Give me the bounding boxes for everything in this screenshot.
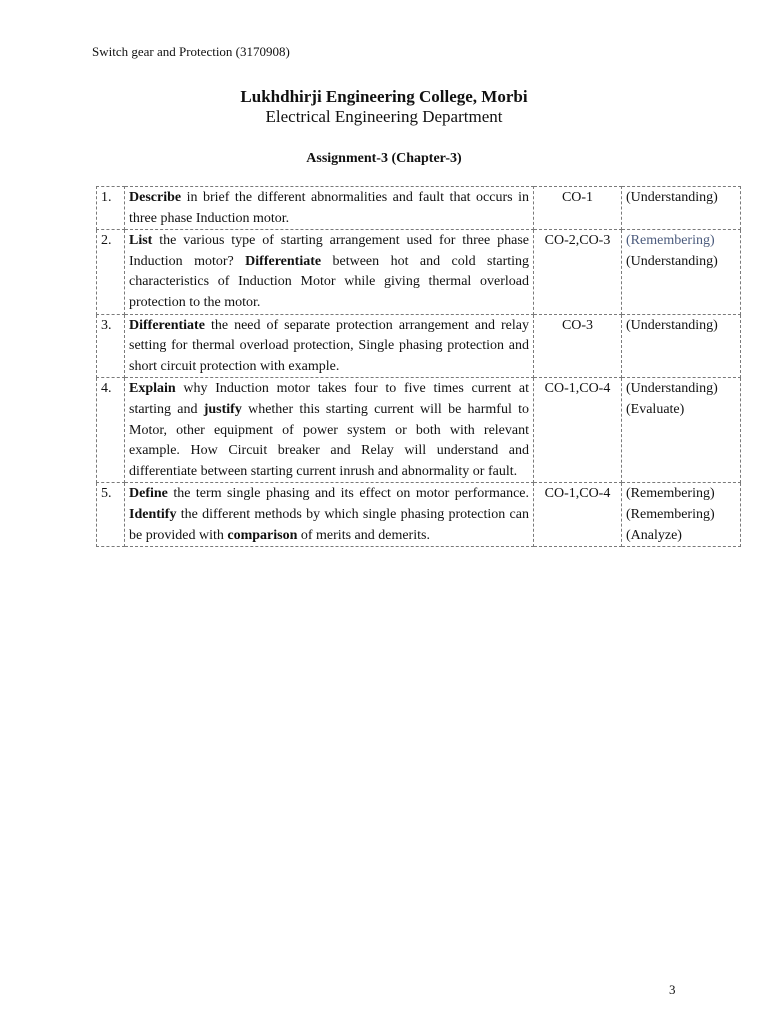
question-text [125, 378, 534, 483]
question-text [125, 314, 534, 378]
question-text-part: between hot and cold starting characteristics of Induction Motor while giving thermal overload protection to the motor. [129, 253, 530, 310]
question-number: 3. [97, 314, 125, 378]
question-text-part: whether this starting current will be harmful to Motor, other equipment of power system or both with relevant example. How Circuit breaker and Relay will understand and differentiate between starting current inrush and abnormality or fault. [129, 401, 529, 479]
bloom-level: (Analyze) [626, 527, 682, 543]
bloom-level: (Understanding) [626, 381, 718, 397]
bloom-level: (Remembering) [626, 486, 715, 502]
course-outcome: CO-1,CO-4 [534, 378, 622, 483]
course-outcome: CO-1,CO-4 [534, 483, 622, 547]
bloom-levels [622, 230, 741, 314]
question-text-part: the term single phasing and its effect on motor performance. [167, 486, 529, 502]
bloom-level: (Remembering) [626, 506, 715, 522]
question-row [97, 230, 741, 314]
question-keyword: Define [129, 486, 168, 502]
question-text-part: in brief the different abnormalities and fault that occurs in three phase Induction motor. [129, 190, 529, 226]
bloom-level: (Understanding) [626, 317, 718, 333]
bloom-levels [622, 483, 741, 547]
question-row [97, 187, 741, 230]
question-text-part: why Induction motor takes four to five times current at starting and [129, 381, 529, 417]
question-keyword: comparison [227, 527, 298, 543]
college-name: Lukhdhirji Engineering College, Morbi [240, 87, 528, 106]
question-keyword: List [129, 233, 153, 249]
question-keyword: Differentiate [245, 253, 322, 269]
question-keyword: Describe [129, 190, 182, 205]
questions-table [96, 186, 741, 547]
page-number: 3 [669, 982, 676, 997]
bloom-levels [622, 187, 741, 230]
bloom-level: (Evaluate) [626, 401, 685, 417]
question-text [125, 187, 534, 230]
course-outcome: CO-3 [534, 314, 622, 378]
question-keyword: Differentiate [129, 317, 205, 333]
bloom-level: (Understanding) [626, 190, 718, 205]
question-number: 5. [97, 483, 125, 547]
question-text [125, 483, 534, 547]
question-text-part: the various type of starting arrangement used for three phase Induction motor? [129, 233, 529, 269]
question-number: 2. [97, 230, 125, 314]
question-number: 4. [97, 378, 125, 483]
question-text [125, 230, 534, 314]
assignment-title: Assignment-3 (Chapter-3) [306, 151, 462, 166]
question-row [97, 314, 741, 378]
question-text-part: of merits and demerits. [297, 527, 430, 543]
question-number: 1. [97, 187, 125, 230]
course-header: Switch gear and Protection (3170908) [92, 44, 290, 59]
question-text-part: the need of separate protection arrangement and relay setting for thermal overload protection, Single phasing protection and short circuit protection with example. [129, 317, 529, 374]
bloom-level: (Remembering) [626, 233, 715, 249]
question-keyword: Identify [129, 506, 177, 522]
question-row [97, 378, 741, 483]
course-outcome: CO-1 [534, 187, 622, 230]
department-name: Electrical Engineering Department [265, 107, 503, 126]
question-keyword: Explain [129, 381, 176, 397]
question-keyword: justify [203, 401, 242, 417]
question-row [97, 483, 741, 547]
bloom-levels [622, 314, 741, 378]
bloom-level: (Understanding) [626, 253, 718, 269]
course-outcome: CO-2,CO-3 [534, 230, 622, 314]
question-text-part: the different methods by which single phasing protection can be provided with [129, 506, 529, 543]
bloom-levels [622, 378, 741, 483]
